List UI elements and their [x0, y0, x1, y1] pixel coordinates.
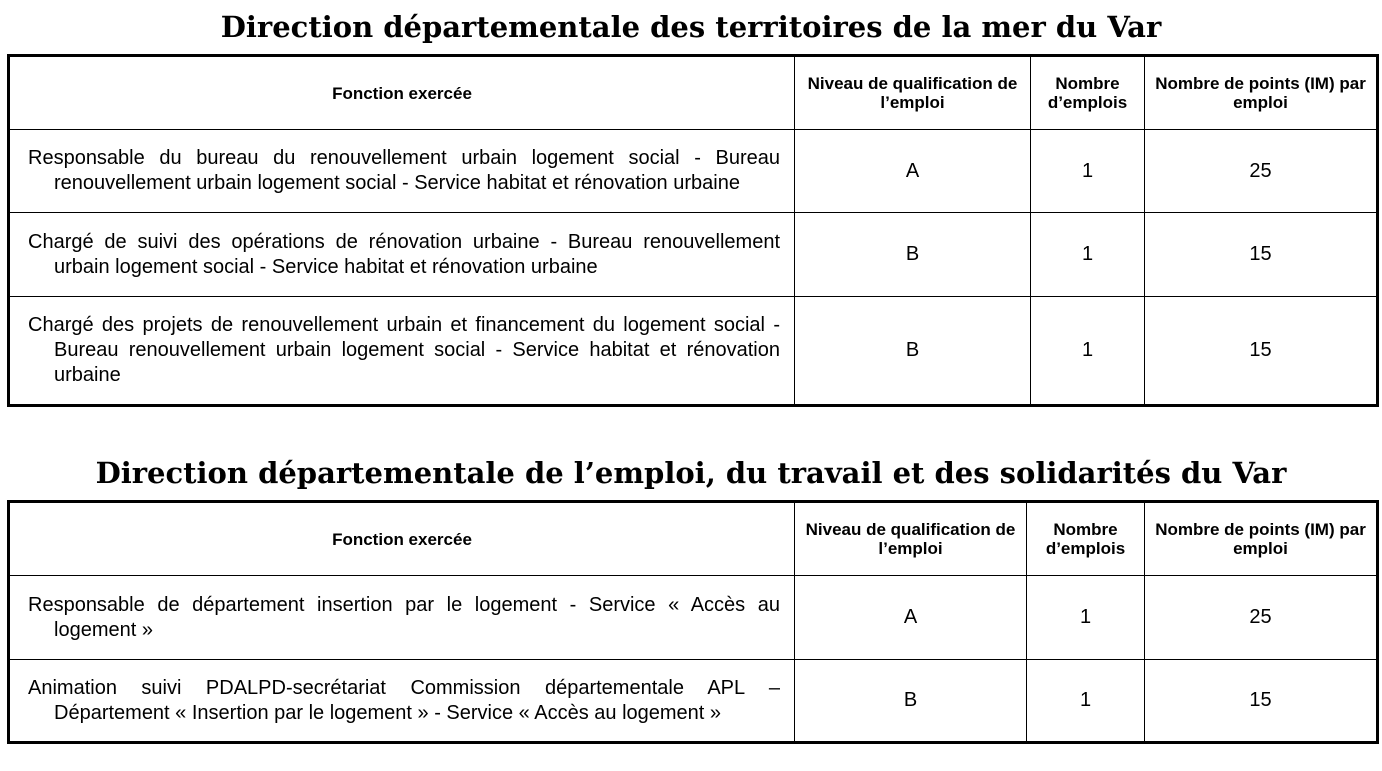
- points-cell: 25: [1145, 576, 1378, 660]
- header-points: Nombre de points (IM) par emploi: [1145, 56, 1378, 130]
- header-points: Nombre de points (IM) par emploi: [1145, 502, 1378, 576]
- table-row: [9, 130, 1378, 213]
- table-row: [9, 213, 1378, 297]
- table-row: [9, 576, 1378, 660]
- points-cell: 25: [1145, 130, 1378, 213]
- function-cell: [9, 297, 795, 406]
- function-text: Animation suivi PDALPD-secrétariat Commission départementale APL – Département « Insertion par le logement » - Service « Accès au logement »: [28, 676, 780, 724]
- qualification-cell: B: [795, 213, 1031, 297]
- header-jobs: Nombre d’emplois: [1027, 502, 1145, 576]
- jobs-cell: 1: [1027, 660, 1145, 743]
- qualification-cell: B: [795, 660, 1027, 743]
- table-row: [9, 297, 1378, 406]
- jobs-cell: 1: [1027, 576, 1145, 660]
- qualification-cell: A: [795, 576, 1027, 660]
- function-cell: [9, 130, 795, 213]
- function-cell: [9, 660, 795, 743]
- header-function: Fonction exercée: [9, 56, 795, 130]
- section-title: Direction départementale des territoires de la mer du Var: [220, 10, 1162, 44]
- header-row: [9, 502, 1378, 576]
- jobs-cell: 1: [1031, 213, 1145, 297]
- function-cell: [9, 576, 795, 660]
- jobs-cell: 1: [1031, 130, 1145, 213]
- table-row: [9, 660, 1378, 743]
- points-cell: 15: [1145, 660, 1378, 743]
- qualification-cell: A: [795, 130, 1031, 213]
- function-text: Responsable du bureau du renouvellement urbain logement social - Bureau renouvellement urbain logement social - Service habitat et rénovation urbaine: [28, 147, 780, 194]
- jobs-cell: 1: [1031, 297, 1145, 406]
- function-cell: [9, 213, 795, 297]
- header-qualification: Niveau de qualification de l’emploi: [795, 56, 1031, 130]
- header-jobs: Nombre d’emplois: [1031, 56, 1145, 130]
- header-row: [9, 56, 1378, 130]
- header-function: Fonction exercée: [9, 502, 795, 576]
- function-text: Chargé des projets de renouvellement urbain et financement du logement social - Bureau renouvellement urbain logement social - Service habitat et rénovation urbaine: [28, 314, 780, 386]
- jobs-table: [7, 500, 1379, 744]
- points-cell: 15: [1145, 213, 1378, 297]
- jobs-table: [7, 54, 1379, 407]
- points-cell: 15: [1145, 297, 1378, 406]
- function-text: Responsable de département insertion par le logement - Service « Accès au logement »: [28, 593, 780, 641]
- function-text: Chargé de suivi des opérations de rénovation urbaine - Bureau renouvellement urbain logement social - Service habitat et rénovation urbaine: [28, 230, 780, 278]
- header-qualification: Niveau de qualification de l’emploi: [795, 502, 1027, 576]
- section-title: Direction départementale de l’emploi, du travail et des solidarités du Var: [95, 456, 1287, 490]
- qualification-cell: B: [795, 297, 1031, 406]
